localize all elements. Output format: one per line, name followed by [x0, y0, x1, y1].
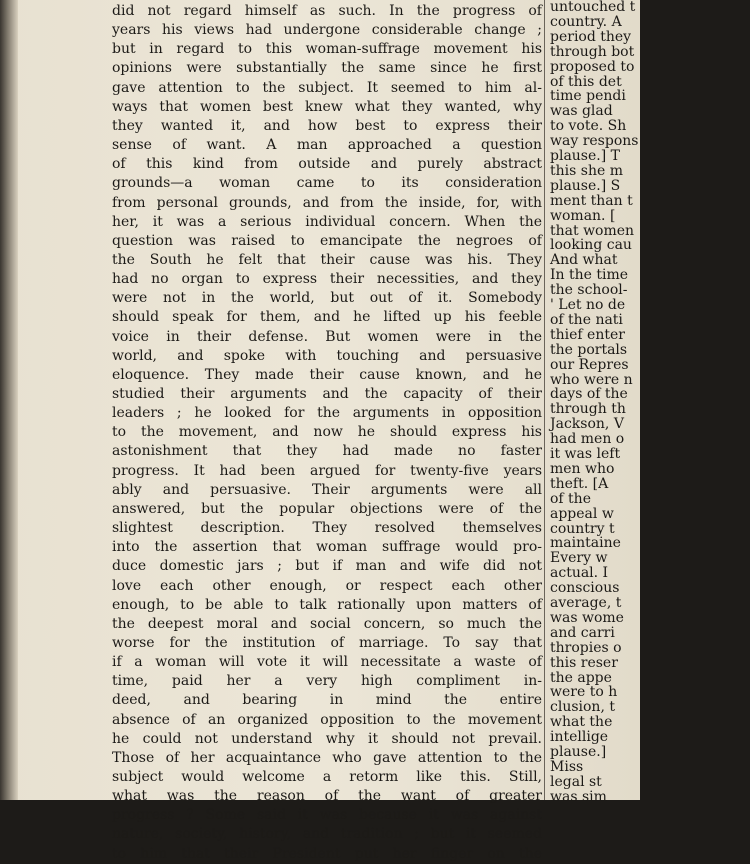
text-line: days of the: [550, 386, 628, 403]
text-line: absence of an organized opposition to the movement: [112, 711, 542, 728]
text-line: was sim: [550, 788, 607, 805]
text-line: period they: [550, 28, 632, 45]
text-line: who were n: [550, 371, 633, 388]
text-line: from personal grounds, and from the inside, for, with: [112, 194, 542, 211]
text-line: studied their arguments and the capacity of their: [112, 386, 542, 402]
text-line: what was the reason of the want of greater: [112, 788, 542, 805]
text-line: world, and spoke with touching and persuasive: [112, 347, 542, 364]
text-line: ' Let no de: [550, 297, 626, 313]
text-line: the school-: [550, 282, 628, 299]
text-line: ways that women best knew what they wanted, why: [112, 98, 542, 115]
text-line: to vote. Sh: [550, 118, 627, 135]
main-text-column: [112, 0, 542, 862]
text-line: plause.] S: [550, 177, 621, 194]
text-line: he could not understand why it should not prevail.: [112, 730, 542, 747]
text-line: Every w: [550, 550, 608, 567]
text-line: Miss: [550, 758, 584, 775]
text-line: And what: [550, 252, 618, 269]
page-edge-shadow: [0, 0, 18, 800]
text-line: did not regard himself as such. In the progress of: [112, 3, 542, 19]
text-line: if a woman will vote it will necessitate a waste of: [112, 654, 542, 671]
text-line: woman. [: [550, 207, 616, 224]
text-line: through th: [550, 401, 626, 418]
text-line: conscious: [550, 580, 620, 597]
text-line: the appe: [550, 669, 612, 686]
text-line: through bot: [550, 43, 635, 60]
text-line: country. A: [550, 13, 622, 30]
text-line: the deepest moral and social concern, so much the: [112, 615, 542, 632]
right-text-column: [550, 0, 660, 805]
text-line: they wanted it, and how best to express their: [112, 117, 542, 134]
text-line: should speak for them, and he lifted up his feeble: [112, 309, 542, 326]
text-line: thropies o: [550, 639, 622, 656]
column-rule: [544, 0, 545, 800]
text-line: time pendi: [550, 88, 626, 105]
text-line: clusion, t: [550, 699, 615, 716]
text-line: Those of her acquaintance who gave attention to the: [112, 749, 542, 766]
text-line: of this kind from outside and purely abstract: [112, 156, 542, 173]
text-line: progress ? Some said it was because it was against: [112, 807, 542, 824]
text-line: country t: [550, 520, 615, 537]
text-line: legal st: [550, 773, 602, 790]
text-line: were to h: [550, 684, 618, 701]
text-line: was wome: [550, 609, 624, 626]
text-line: deed, and bearing in mind the entire: [112, 692, 542, 709]
text-line: slightest description. They resolved themselves: [112, 520, 542, 537]
text-line: years his views had undergone considerable change ;: [112, 22, 542, 39]
text-line: nature, society, history, and tradition ; but it seemed: [112, 826, 542, 843]
text-line: her, it was a serious individual concern. When the: [112, 213, 542, 230]
text-line: worse for the institution of marriage. To say that: [112, 634, 542, 651]
text-line: but in regard to this woman-suffrage movement his: [112, 41, 542, 58]
text-line: looking cau: [550, 237, 632, 254]
text-line: of the nati: [550, 311, 623, 328]
text-line: ment than t: [550, 192, 633, 209]
text-line: into the assertion that woman suffrage would pro-: [112, 539, 542, 556]
text-line: grounds—a woman came to its consideration: [112, 175, 542, 192]
text-line: duce domestic jars ; but if man and wife did not: [112, 558, 542, 575]
text-line: subject would welcome a retorm like this. Still,: [112, 769, 542, 785]
text-line: actual. I: [550, 565, 609, 582]
text-line: were not in the world, but out of it. Somebody: [112, 290, 542, 307]
text-line: proposed to: [550, 58, 635, 75]
text-line: eloquence. They made their cause known, and he: [112, 366, 542, 383]
text-line: intellige: [550, 729, 609, 746]
text-line: progress. It had been argued for twenty-five years: [112, 462, 542, 479]
text-line: it was left: [550, 446, 621, 462]
text-line: men who: [550, 460, 615, 477]
text-line: of this det: [550, 73, 622, 90]
text-line: voice in their defense. But women were in the: [112, 328, 542, 345]
text-line: ably and persuasive. Their arguments were all: [112, 481, 542, 498]
text-line: sense of want. A man approached a question: [112, 137, 542, 154]
text-line: Jackson, V: [550, 416, 624, 433]
text-line: way respons: [550, 133, 639, 150]
text-line: untouched t: [550, 0, 636, 15]
text-line: plause.] T: [550, 148, 620, 164]
text-line: love each other enough, or respect each other: [112, 577, 542, 594]
text-line: thief enter: [550, 326, 625, 343]
text-line: this she m: [550, 162, 623, 179]
text-line: this reser: [550, 654, 618, 671]
text-line: plause.]: [550, 744, 607, 760]
text-line: question was raised to emancipate the negroes of: [112, 232, 542, 249]
text-line: had no organ to express their necessities, and they: [112, 271, 542, 288]
text-line: appeal w: [550, 505, 614, 522]
text-line: that women: [550, 222, 635, 239]
text-line: astonishment that they had made no faster: [112, 443, 542, 460]
text-line: In the time: [550, 267, 629, 284]
text-line: time, paid her a very high compliment in-: [112, 673, 542, 690]
text-line: the South he felt that their cause was his. They: [112, 251, 542, 268]
text-line: opinions were substantially the same since he first: [112, 60, 542, 77]
text-line: had men o: [550, 431, 625, 448]
text-line: our Repres: [550, 356, 629, 373]
text-line: of the: [550, 490, 591, 507]
text-line: average, t: [550, 595, 622, 611]
text-line: to the movement, and now he should express his: [112, 424, 542, 441]
text-line: to him that their President put her finger on the: [112, 845, 542, 862]
text-line: maintaine: [550, 535, 621, 552]
text-line: and carri: [550, 624, 615, 641]
text-line: gave attention to the subject. It seemed to him al-: [112, 79, 542, 96]
text-line: what the: [550, 714, 613, 731]
text-line: answered, but the popular objections were of the: [112, 500, 542, 517]
text-line: the portals: [550, 341, 628, 358]
text-line: was glad: [550, 103, 613, 120]
text-line: theft. [A: [550, 475, 609, 492]
text-line: enough, to be able to talk rationally upon matters of: [112, 596, 542, 613]
text-line: leaders ; he looked for the arguments in opposition: [112, 405, 542, 422]
